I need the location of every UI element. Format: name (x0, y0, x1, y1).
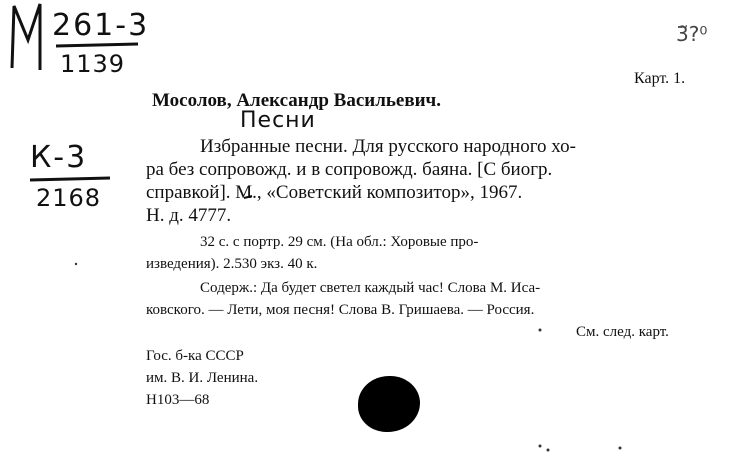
title-line: Н. д. 4777. (146, 205, 232, 226)
library-line: им. В. И. Ленина. (146, 370, 259, 386)
physical-line: изведения). 2.530 экз. 40 к. (146, 256, 318, 272)
contents-line: ковского. — Лети, моя песня! Слова В. Гришаева. — Россия. (146, 302, 535, 318)
title-line: ра без сопровожд. и в сопровожд. баяна. [С биогр. (146, 159, 553, 180)
author-heading: Мосолов, Александр Васильевич. (152, 90, 442, 111)
contents-line: Содерж.: Да будет светел каждый час! Слова М. Иса- (200, 280, 541, 296)
classcode-underline (30, 178, 110, 180)
title-line: Избранные песни. Для русского народного хо- (200, 136, 576, 157)
shelfmark-letter-stroke (12, 4, 40, 70)
library-line: Гос. б-ка СССР (146, 348, 244, 364)
corner-note: 3̃?⁰ (676, 22, 708, 46)
card-number: Карт. 1. (634, 70, 686, 87)
physical-line: 32 с. с портр. 29 см. (На обл.: Хоровые про- (200, 234, 479, 250)
shelfmark-underline (56, 44, 138, 46)
continued-note: См. след. карт. (576, 324, 669, 340)
library-code: Н103—68 (146, 392, 210, 408)
handwritten-note: Песни (240, 108, 316, 133)
shelfmark-subnumber: 1139 (60, 50, 126, 78)
title-line: справкой]. М., «Советский композитор», 1967. (146, 182, 523, 203)
class-subcode: 2168 (36, 184, 102, 212)
class-code: К-3 (30, 140, 88, 175)
shelfmark-number: 261-3 (52, 8, 150, 43)
